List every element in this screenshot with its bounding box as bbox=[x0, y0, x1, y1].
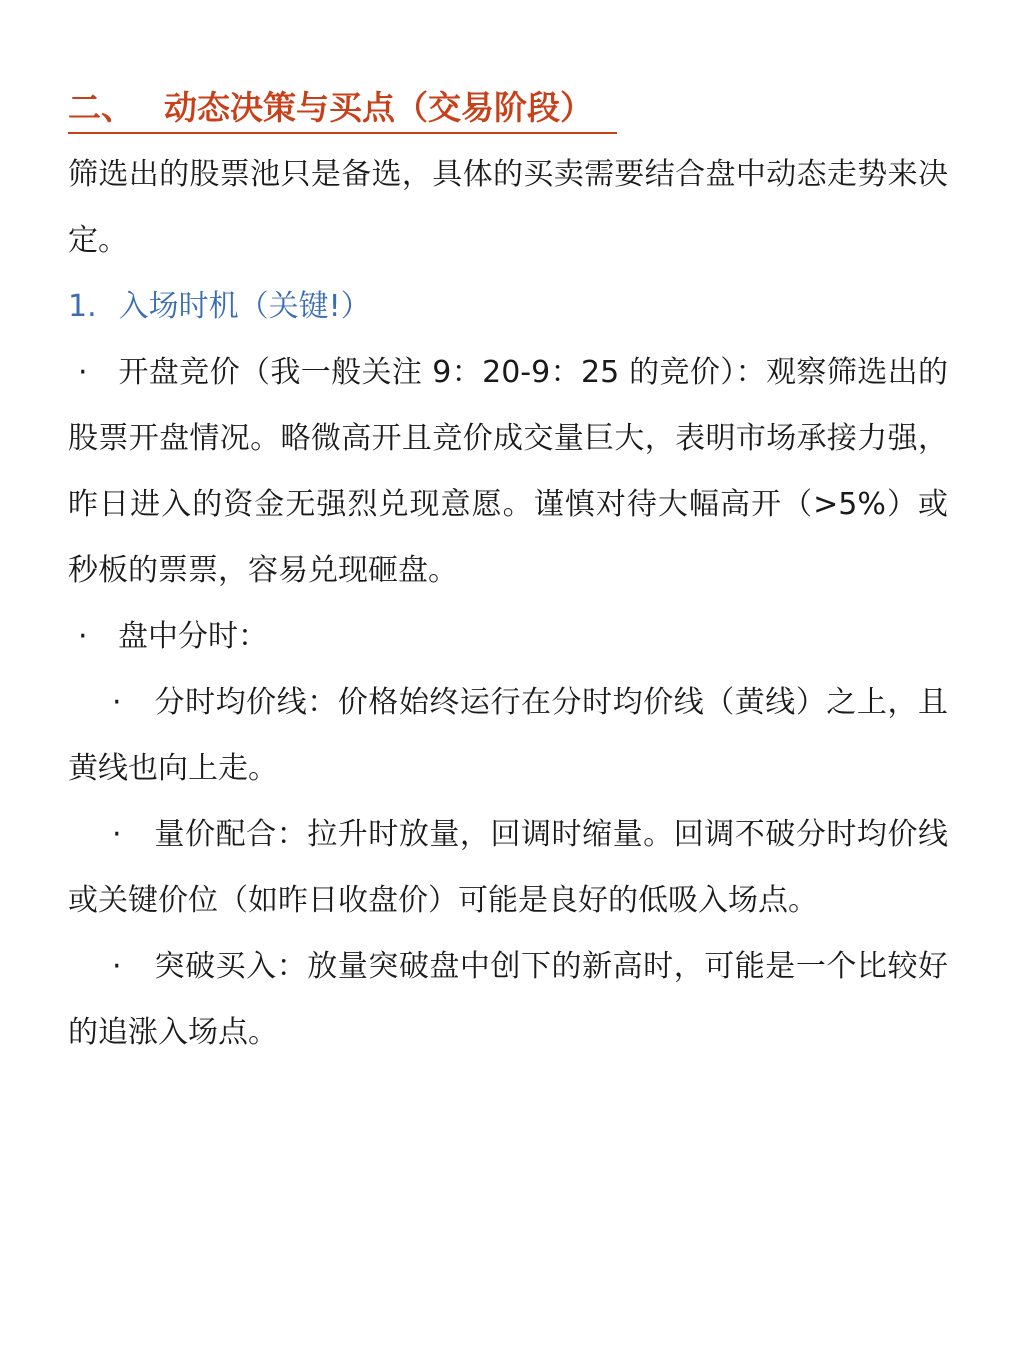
sub-bullet-item-breakout bbox=[68, 934, 948, 1066]
subsection-heading bbox=[68, 274, 948, 340]
bullet-icon: · bbox=[78, 355, 88, 390]
subsection-number: 1. bbox=[68, 289, 97, 324]
intro-paragraph: 筛选出的股票池只是备选，具体的买卖需要结合盘中动态走势来决定。 bbox=[68, 157, 948, 258]
section-title-text: 动态决策与买点（交易阶段） bbox=[164, 88, 593, 127]
sub-bullet-item-text: 分时均价线：价格始终运行在分时均价线（黄线）之上，且黄线也向上走。 bbox=[68, 685, 948, 786]
bullet-item-text: 盘中分时： bbox=[118, 619, 268, 654]
sub-bullet-item-average-line bbox=[68, 670, 948, 802]
section-title bbox=[68, 84, 617, 134]
document-page bbox=[68, 84, 948, 1066]
bullet-item-opening-auction bbox=[68, 340, 948, 604]
subsection-title-text: 入场时机（关键!） bbox=[118, 289, 371, 324]
sub-bullet-item-volume-price bbox=[68, 802, 948, 934]
section-number: 二、 bbox=[68, 88, 134, 127]
bullet-icon: · bbox=[78, 619, 88, 654]
sub-bullet-item-text: 量价配合：拉升时放量，回调时缩量。回调不破分时均价线或关键价位（如昨日收盘价）可能是良好的低吸入场点。 bbox=[68, 817, 948, 918]
bullet-icon: · bbox=[112, 685, 122, 720]
bullet-icon: · bbox=[112, 949, 122, 984]
bullet-icon: · bbox=[112, 817, 122, 852]
bullet-item-intraday bbox=[68, 604, 948, 670]
bullet-item-text: 开盘竞价（我一般关注 9：20-9：25 的竞价）：观察筛选出的股票开盘情况。略微高开且竞价成交量巨大，表明市场承接力强，昨日进入的资金无强烈兑现意愿。谨慎对待大幅高开（>5%）或秒板的票票，容易兑现砸盘。 bbox=[68, 355, 948, 588]
sub-bullet-item-text: 突破买入：放量突破盘中创下的新高时，可能是一个比较好的追涨入场点。 bbox=[68, 949, 948, 1050]
